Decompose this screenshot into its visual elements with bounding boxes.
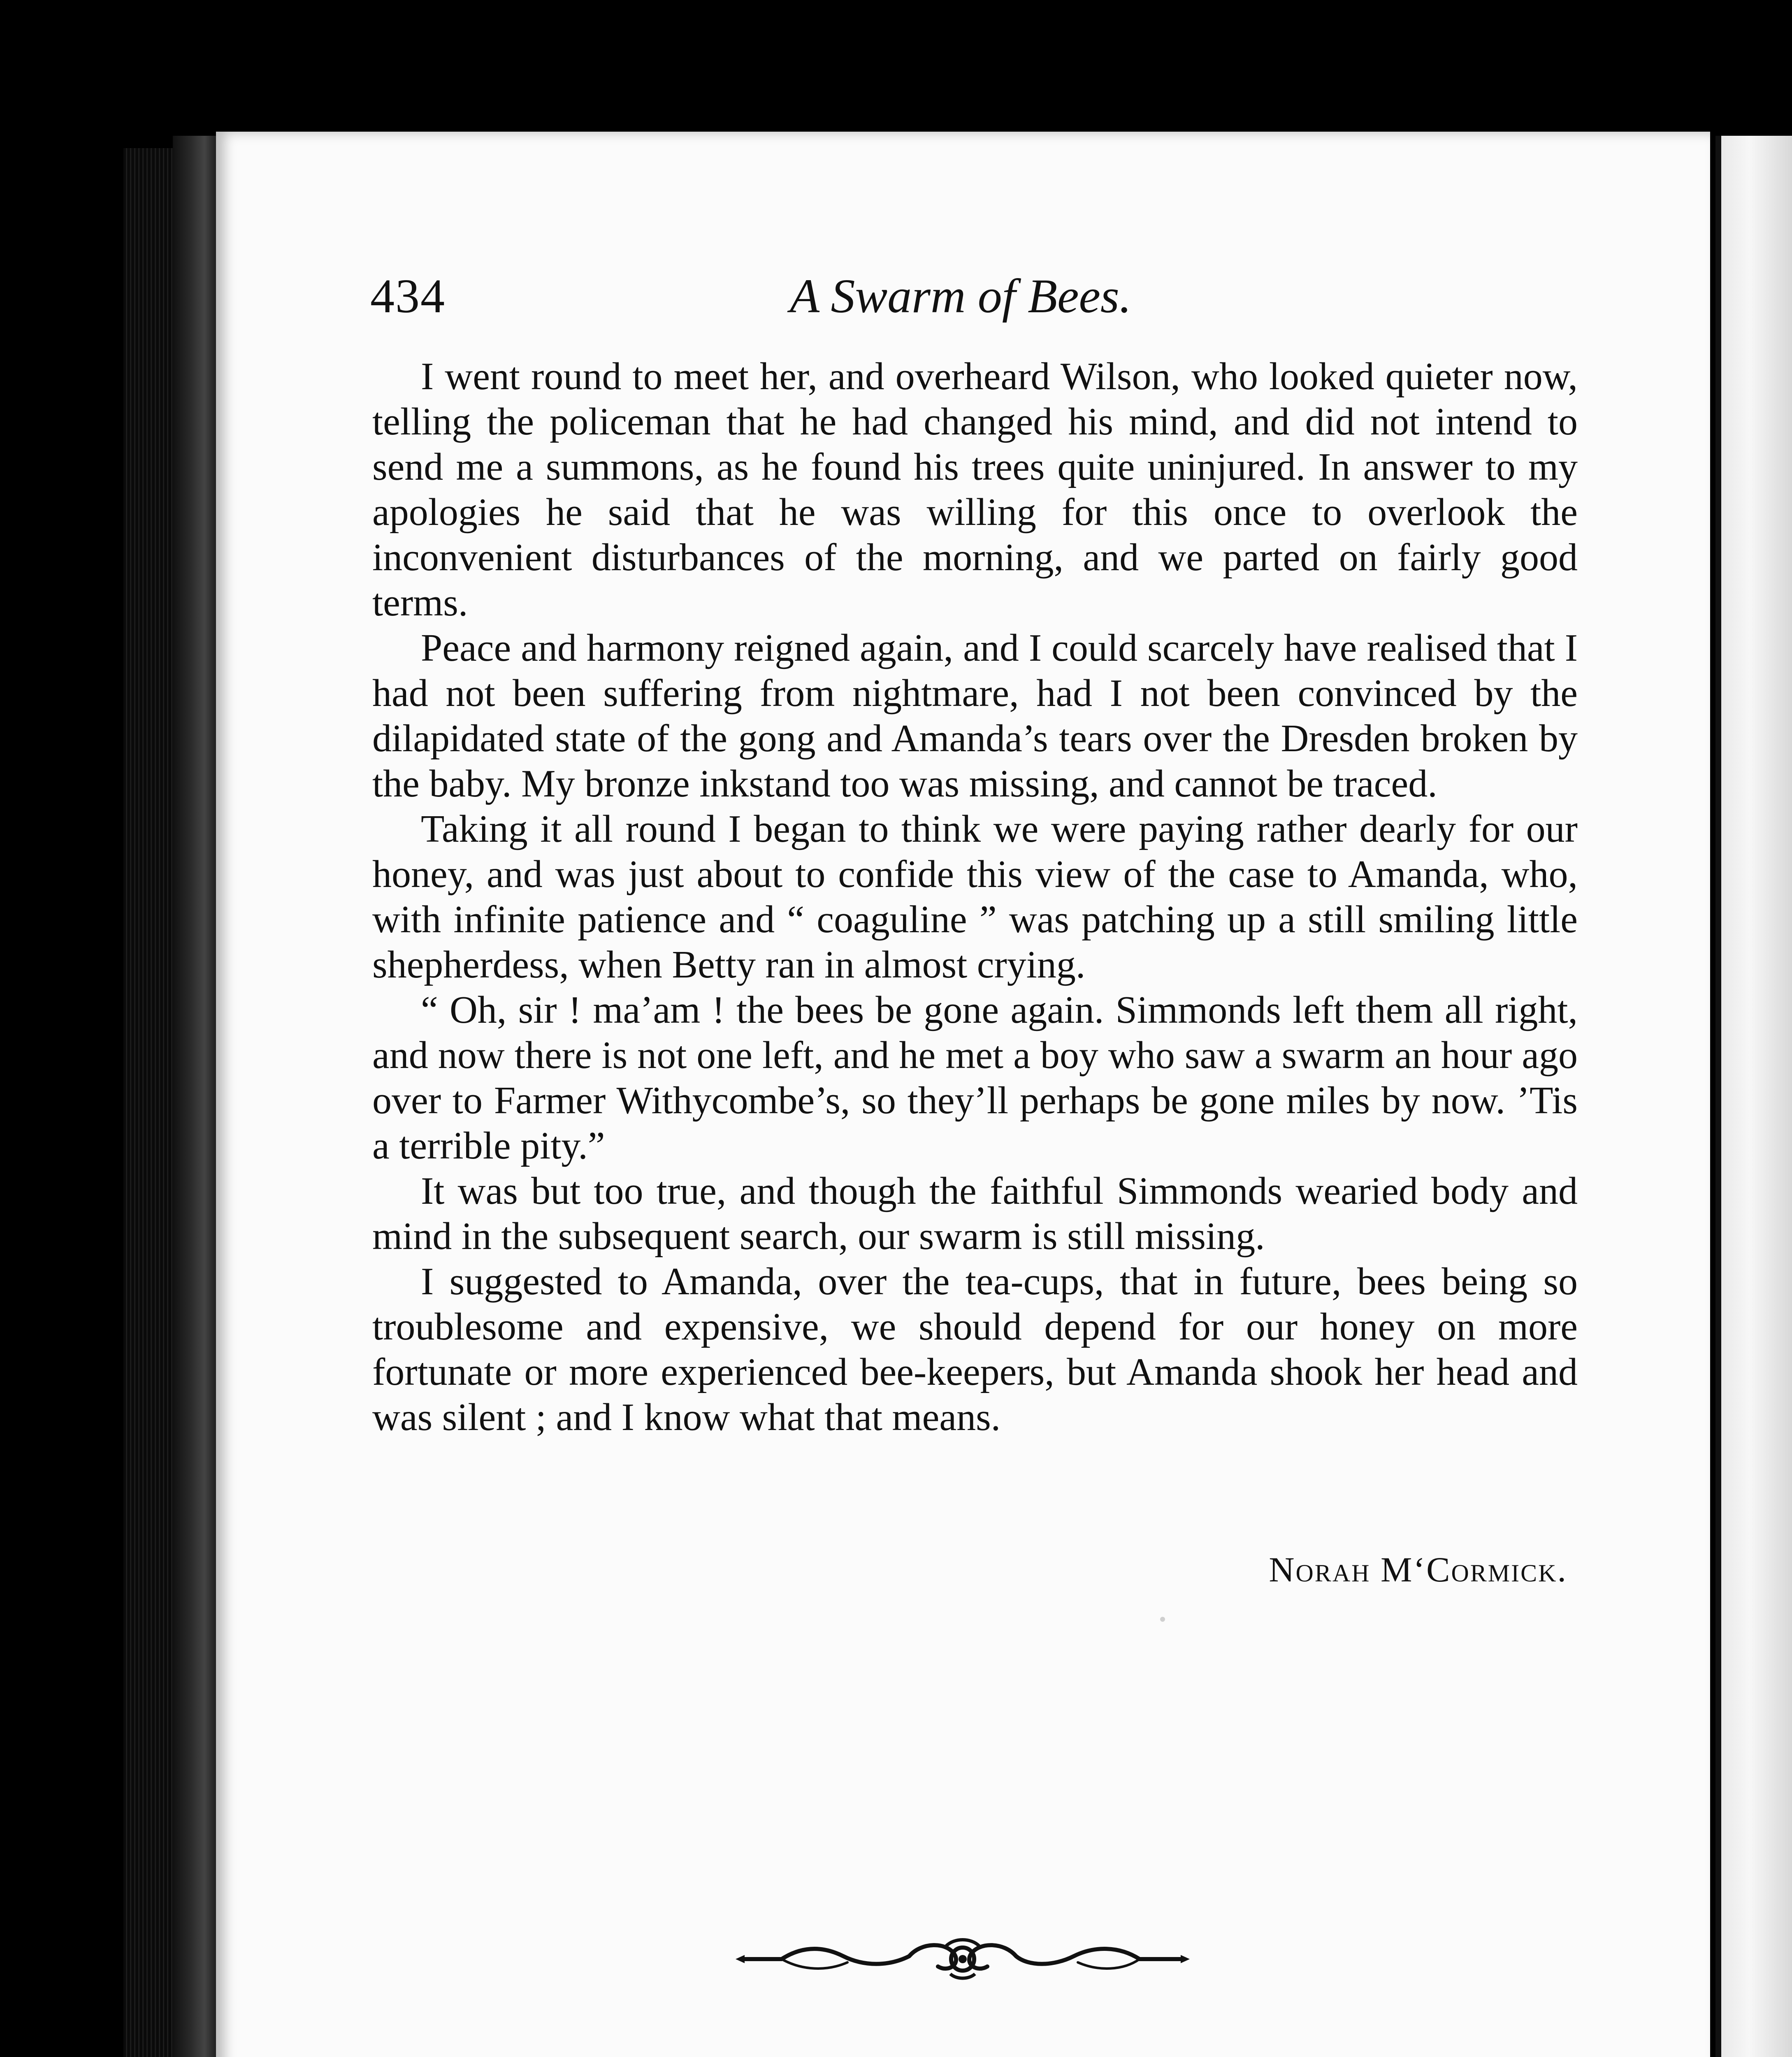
next-page-strip	[1715, 136, 1792, 2057]
paragraph: “ Oh, sir ! ma’am ! the bees be gone again. Simmonds left them all right, and now there is not one left, and he met a boy who saw a swarm an hour ago over to Farmer Withycombe’s, so they’ll perhaps be gone miles by now. ’Tis a terrible pity.”	[372, 989, 1578, 1167]
paragraph: Taking it all round I began to think we were paying rather dearly for our honey, and was just about to confide this view of the case to Amanda, who, with infinite patience and “ coaguline ” was patching up a still smiling little shepherdess, when Betty ran in almost crying.	[372, 808, 1578, 986]
author-signature: Norah M‘Cormick.	[1269, 1550, 1567, 1589]
paragraph: Peace and harmony reigned again, and I could scarcely have realised that I had not been suffering from nightmare, had I not been convinced by the dilapidated state of the gong and Amanda’s tears over the Dresden broken by the baby. My bronze inkstand too was missing, and cannot be traced.	[372, 627, 1578, 805]
dust-speck	[1160, 1617, 1165, 1622]
paragraph: It was but too true, and though the faithful Simmonds wearied body and mind in the subsequent search, our swarm is still missing.	[372, 1170, 1578, 1258]
scroll-ornament-icon	[732, 1934, 1193, 1983]
page-title: A Swarm of Bees.	[790, 269, 1132, 323]
paragraph: I went round to meet her, and overheard Wilson, who looked quieter now, telling the policeman that he had changed his mind, and did not intend to send me a summons, as he found his trees quite uninjured. In answer to my apologies he said that he was willing for this once to overlook the inconvenient disturbances of the morning, and we parted on fairly good terms.	[372, 355, 1578, 624]
page-number: 434	[370, 269, 446, 323]
article-body	[372, 354, 1578, 1440]
paragraph: I suggested to Amanda, over the tea-cups, that in future, bees being so troublesome and expensive, we should depend for our honey on more fortunate or more experienced bee-keepers, but Amanda shook her head and was silent ; and I know what that means.	[372, 1260, 1578, 1439]
book-page-edges	[123, 148, 173, 2057]
running-head	[370, 267, 1563, 325]
book-spine-shadow	[173, 136, 218, 2057]
